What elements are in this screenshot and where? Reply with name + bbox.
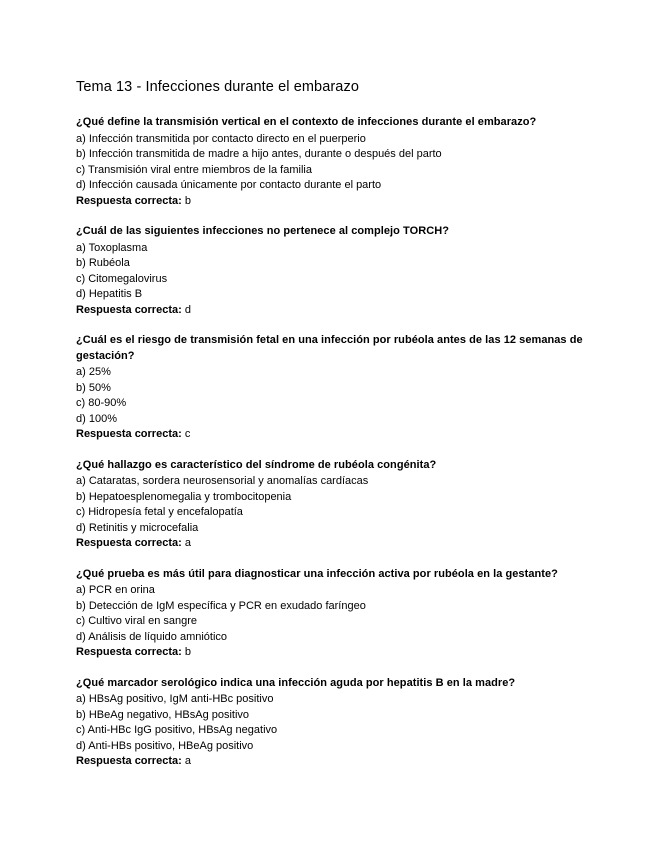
option-a: a) Infección transmitida por contacto directo en el puerperio — [76, 132, 366, 145]
option-d: d) Infección causada únicamente por contacto durante el parto — [76, 179, 382, 191]
answer-label: Respuesta correcta: — [76, 428, 182, 440]
document-title: Tema 13 - Infecciones durante el embarazo — [76, 79, 359, 95]
option-a: a) Cataratas, sordera neurosensorial y anomalías cardíacas — [76, 475, 369, 487]
answer-label: Respuesta correcta: — [76, 646, 182, 658]
correct-answer — [76, 194, 596, 210]
answer-label: Respuesta correcta: — [76, 755, 182, 767]
question-block-1 — [76, 115, 596, 209]
question-text: ¿Qué define la transmisión vertical en el contexto de infecciones durante el embarazo? — [76, 116, 537, 128]
option-a: a) PCR en orina — [76, 584, 155, 596]
option-b: b) 50% — [76, 381, 111, 394]
question-block-3 — [76, 333, 596, 443]
correct-answer — [76, 303, 596, 319]
option-c: c) Anti-HBc IgG positivo, HBsAg negativo — [76, 724, 278, 736]
answer-value: b — [184, 646, 191, 658]
correct-answer — [76, 427, 596, 443]
answer-label: Respuesta correcta: — [76, 194, 182, 207]
option-b: b) Infección transmitida de madre a hijo antes, durante o después del parto — [76, 148, 442, 160]
option-c: c) Transmisión viral entre miembros de la familia — [76, 163, 312, 176]
option-c: c) Hidropesía fetal y encefalopatía — [76, 506, 243, 518]
option-d: d) Análisis de líquido amniótico — [76, 630, 228, 643]
question-text: ¿Qué hallazgo es característico del síndrome de rubéola congénita? — [76, 458, 437, 471]
correct-answer — [76, 536, 596, 552]
option-a: a) Toxoplasma — [76, 241, 148, 254]
answer-value: c — [184, 428, 191, 440]
question-text: ¿Cuál es el riesgo de transmisión fetal en una infección por rubéola antes de las 12 semanas de gestación? — [76, 334, 583, 362]
option-a: a) HBsAg positivo, IgM anti-HBc positivo — [76, 693, 274, 705]
question-text: ¿Cuál de las siguientes infecciones no pertenece al complejo TORCH? — [76, 225, 449, 237]
question-block-5 — [76, 567, 596, 661]
option-c: c) Cultivo viral en sangre — [76, 615, 198, 627]
answer-value: b — [184, 194, 191, 207]
answer-label: Respuesta correcta: — [76, 537, 182, 549]
option-b: b) HBeAg negativo, HBsAg positivo — [76, 708, 250, 721]
answer-value: d — [184, 303, 191, 316]
option-c: c) 80-90% — [76, 397, 127, 409]
question-text: ¿Qué marcador serológico indica una infección aguda por hepatitis B en la madre? — [76, 676, 516, 689]
option-b: b) Hepatoesplenomegalia y trombocitopenia — [76, 490, 292, 503]
answer-value: a — [184, 755, 191, 767]
option-b: b) Rubéola — [76, 257, 130, 269]
answer-value: a — [184, 537, 191, 549]
option-d: d) Retinitis y microcefalia — [76, 521, 199, 534]
option-c: c) Citomegalovirus — [76, 272, 168, 285]
option-d: d) Anti-HBs positivo, HBeAg positivo — [76, 739, 254, 752]
answer-label: Respuesta correcta: — [76, 303, 182, 316]
option-d: d) 100% — [76, 412, 117, 425]
correct-answer — [76, 754, 596, 770]
document-page — [76, 78, 596, 785]
option-d: d) Hepatitis B — [76, 288, 143, 300]
question-block-4 — [76, 458, 596, 552]
question-block-6 — [76, 676, 596, 770]
correct-answer — [76, 645, 596, 661]
question-text: ¿Qué prueba es más útil para diagnosticar una infección activa por rubéola en la gestante? — [76, 567, 558, 580]
option-b: b) Detección de IgM específica y PCR en exudado faríngeo — [76, 599, 366, 612]
option-a: a) 25% — [76, 366, 111, 378]
question-block-2 — [76, 224, 596, 318]
